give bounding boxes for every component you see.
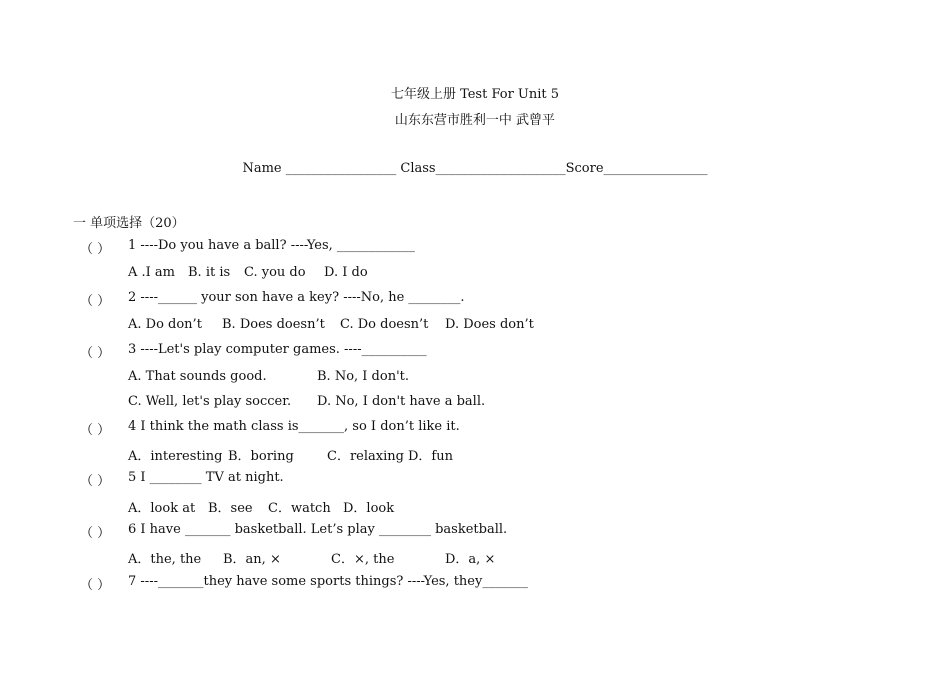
option-c: C. Well, let's play soccer. — [128, 394, 292, 409]
question-text: 1 ----Do you have a ball? ----Yes, ____________ — [128, 238, 415, 253]
answer-blank[interactable]: （ ） — [80, 423, 111, 438]
option-c: C．×, the — [331, 552, 395, 567]
option-a: A．look at — [128, 501, 196, 516]
answer-blank[interactable]: （ ） — [80, 578, 111, 593]
question-text: 2 ----______ your son have a key? ----No, he ________. — [128, 290, 465, 305]
answer-blank[interactable]: （ ） — [80, 346, 111, 361]
question-text: 6 I have _______ basketball. Let’s play ________ basketball. — [128, 522, 508, 537]
option-b: B．an, × — [223, 552, 281, 567]
option-d: D. Does don’t — [445, 317, 534, 332]
option-b: B. Does doesn’t — [222, 317, 325, 332]
section-heading: 一 单项选择（20） — [73, 216, 185, 231]
question-text: 3 ----Let's play computer games. ----__________ — [128, 342, 427, 357]
option-a: A. That sounds good. — [128, 369, 267, 384]
option-b: B. No, I don't. — [317, 369, 410, 384]
option-d: D．look — [343, 501, 395, 516]
question-text: 7 ----_______they have some sports things? ----Yes, they_______ — [128, 574, 528, 589]
option-c: C. you do — [244, 265, 306, 280]
option-c: C．relaxing — [327, 449, 404, 464]
option-a: A．the, the — [128, 552, 202, 567]
option-b: B. it is — [188, 265, 231, 280]
option-a: A．interesting — [128, 449, 223, 464]
answer-blank[interactable]: （ ） — [80, 526, 111, 541]
worksheet-title: 七年级上册 Test For Unit 5 — [390, 87, 560, 102]
question-text: 5 I ________ TV at night. — [128, 470, 284, 485]
question-text: 4 I think the math class is_______, so I don’t like it. — [128, 419, 460, 434]
option-d: D．fun — [408, 449, 453, 464]
option-c: C．watch — [268, 501, 331, 516]
option-b: B．boring — [228, 449, 294, 464]
name-class-score-line: Name _________________ Class____________________Score________________ — [242, 161, 708, 176]
answer-blank[interactable]: （ ） — [80, 474, 111, 489]
option-d: D. No, I don't have a ball. — [317, 394, 486, 409]
option-c: C. Do doesn’t — [340, 317, 429, 332]
option-d: D. I do — [324, 265, 368, 280]
option-d: D．a, × — [445, 552, 496, 567]
answer-blank[interactable]: （ ） — [80, 242, 111, 257]
option-b: B．see — [208, 501, 253, 516]
option-a: A .I am — [128, 265, 175, 280]
author-line: 山东东营市胜利一中 武曾平 — [394, 113, 556, 128]
answer-blank[interactable]: （ ） — [80, 294, 111, 309]
option-a: A. Do don’t — [128, 317, 202, 332]
